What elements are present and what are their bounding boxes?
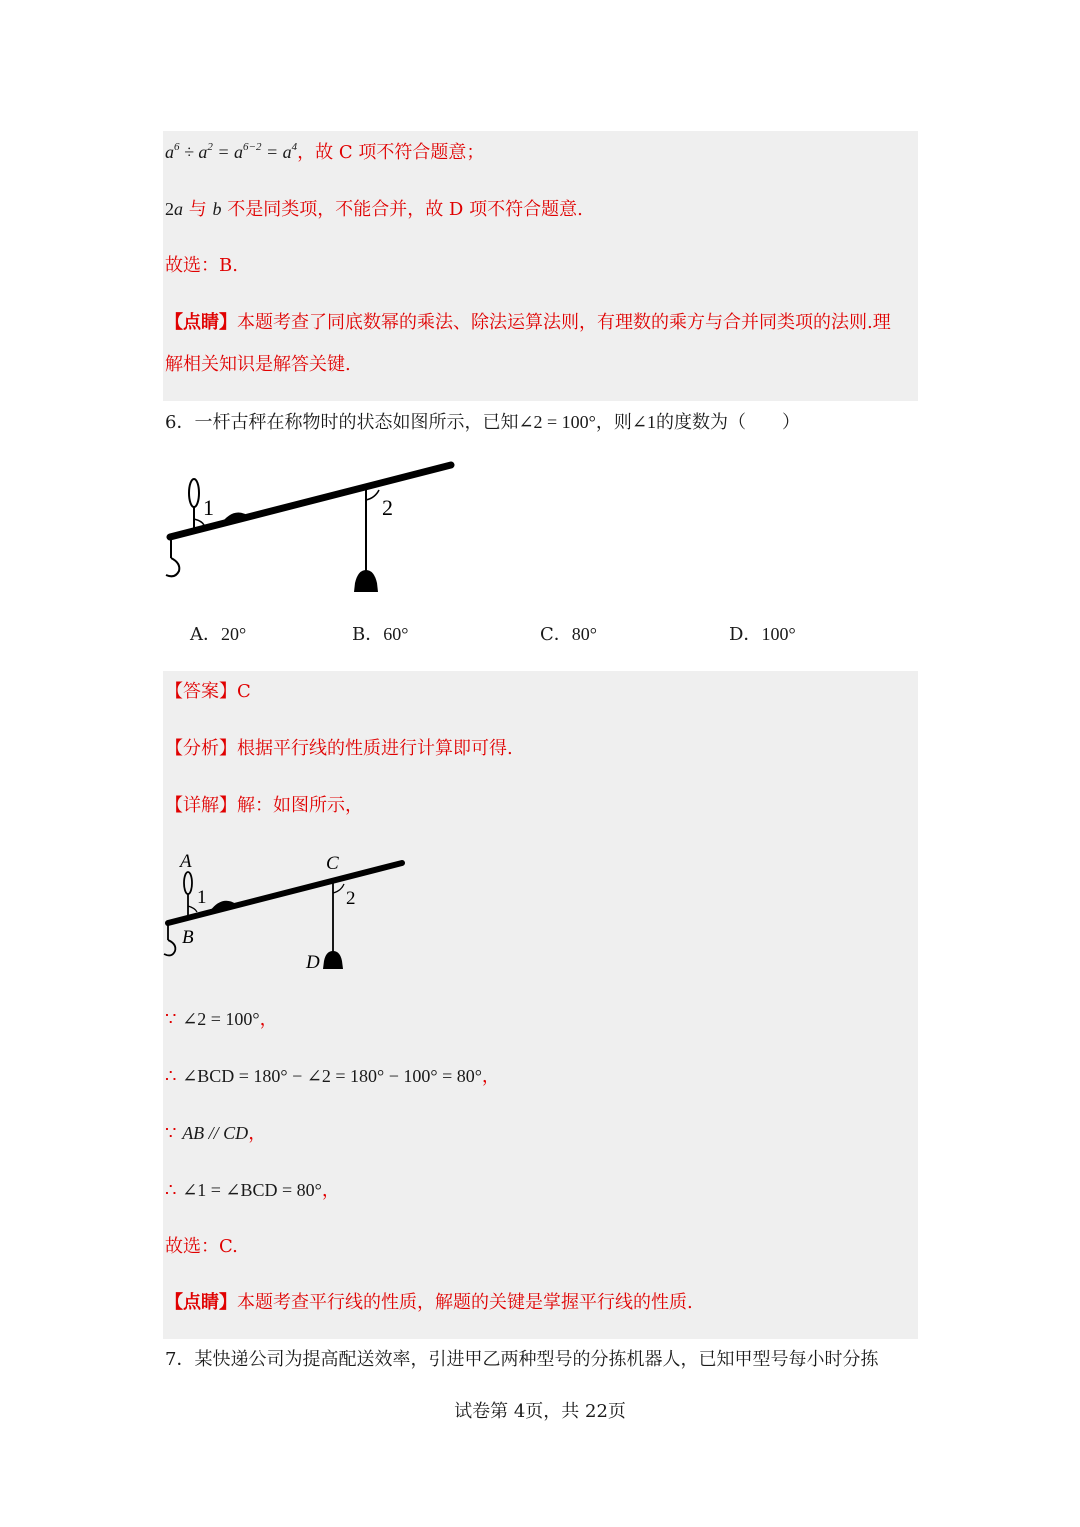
angle-2-arc bbox=[366, 490, 379, 500]
angle-2-label: 2 bbox=[382, 495, 393, 520]
sol5-line-c: $a^6 \div a^2 = a^{6-2} = a^4$，故 C 项不符合题意； bbox=[165, 141, 485, 163]
sol6-step3: ∵ AB // CD， bbox=[165, 1123, 267, 1144]
sol6-labeled-figure bbox=[158, 848, 413, 973]
solution-6-block bbox=[163, 671, 918, 1339]
sol6-tip: 【点睛】本题考查平行线的性质，解题的关键是掌握平行线的性质. bbox=[165, 1292, 693, 1313]
label-C: C bbox=[326, 853, 339, 874]
sol5-term-2a: 2a bbox=[165, 199, 183, 219]
labeled-angle-2-arc bbox=[333, 884, 344, 893]
labeled-hook bbox=[164, 940, 175, 955]
hook bbox=[166, 558, 179, 576]
weight bbox=[354, 570, 378, 592]
option-b[interactable]: B．60° bbox=[352, 624, 409, 645]
option-a[interactable]: A．20° bbox=[190, 624, 247, 645]
option-d[interactable]: D．100° bbox=[729, 624, 796, 645]
sol5-formula-c: $a^6 \div a^2 = a^{6-2} = a^4$ bbox=[165, 141, 298, 162]
sol5-tip-tag: 【点睛】 bbox=[165, 312, 237, 333]
label-A: A bbox=[180, 851, 192, 872]
label-B: B bbox=[182, 927, 194, 948]
option-c[interactable]: C．80° bbox=[540, 624, 597, 645]
sol6-analysis: 【分析】根据平行线的性质进行计算即可得. bbox=[165, 738, 513, 759]
hanging-ring bbox=[189, 479, 199, 507]
sol6-detail: 【详解】解：如图所示， bbox=[165, 795, 363, 816]
sol6-step4: ∴ ∠1 = ∠BCD = 80°， bbox=[165, 1180, 340, 1201]
q6-stem: 6．一杆古秤在称物时的状态如图所示，已知∠2 = 100°，则∠1的度数为（ ） bbox=[165, 412, 800, 433]
sol6-answer: 【答案】C bbox=[165, 681, 251, 702]
sol6-step1: ∵ ∠2 = 100°， bbox=[165, 1009, 278, 1030]
labeled-angle-1: 1 bbox=[197, 887, 207, 908]
label-D: D bbox=[306, 952, 320, 973]
sol5-tip-line1: 【点睛】本题考查了同底数幂的乘法、除法运算法则，有理数的乘方与合并同类项的法则.理 bbox=[165, 312, 891, 333]
sol5-tip-line2: 解相关知识是解答关键. bbox=[165, 354, 351, 375]
labeled-ring bbox=[184, 872, 192, 894]
angle-1-label: 1 bbox=[203, 495, 214, 520]
labeled-angle-2: 2 bbox=[346, 888, 356, 909]
sol5-choice: 故选：B. bbox=[165, 255, 238, 276]
q7-stem: 7．某快递公司为提高配送效率，引进甲乙两种型号的分拣机器人，已知甲型号每小时分拣 bbox=[165, 1349, 879, 1370]
sol6-choice: 故选：C. bbox=[165, 1236, 238, 1257]
q6-steelyard-figure bbox=[158, 455, 458, 600]
page-footer: 试卷第 4页，共 22页 bbox=[454, 1401, 626, 1422]
sol5-line-d: 2a 与 b 不是同类项，不能合并，故 D 项不符合题意. bbox=[165, 199, 583, 220]
labeled-weight bbox=[323, 951, 343, 969]
sol5-term-b: b bbox=[212, 199, 222, 219]
labeled-angle-1-arc bbox=[188, 906, 197, 912]
sol6-step2: ∴ ∠BCD = 180° − ∠2 = 180° − 100° = 80°， bbox=[165, 1066, 500, 1087]
